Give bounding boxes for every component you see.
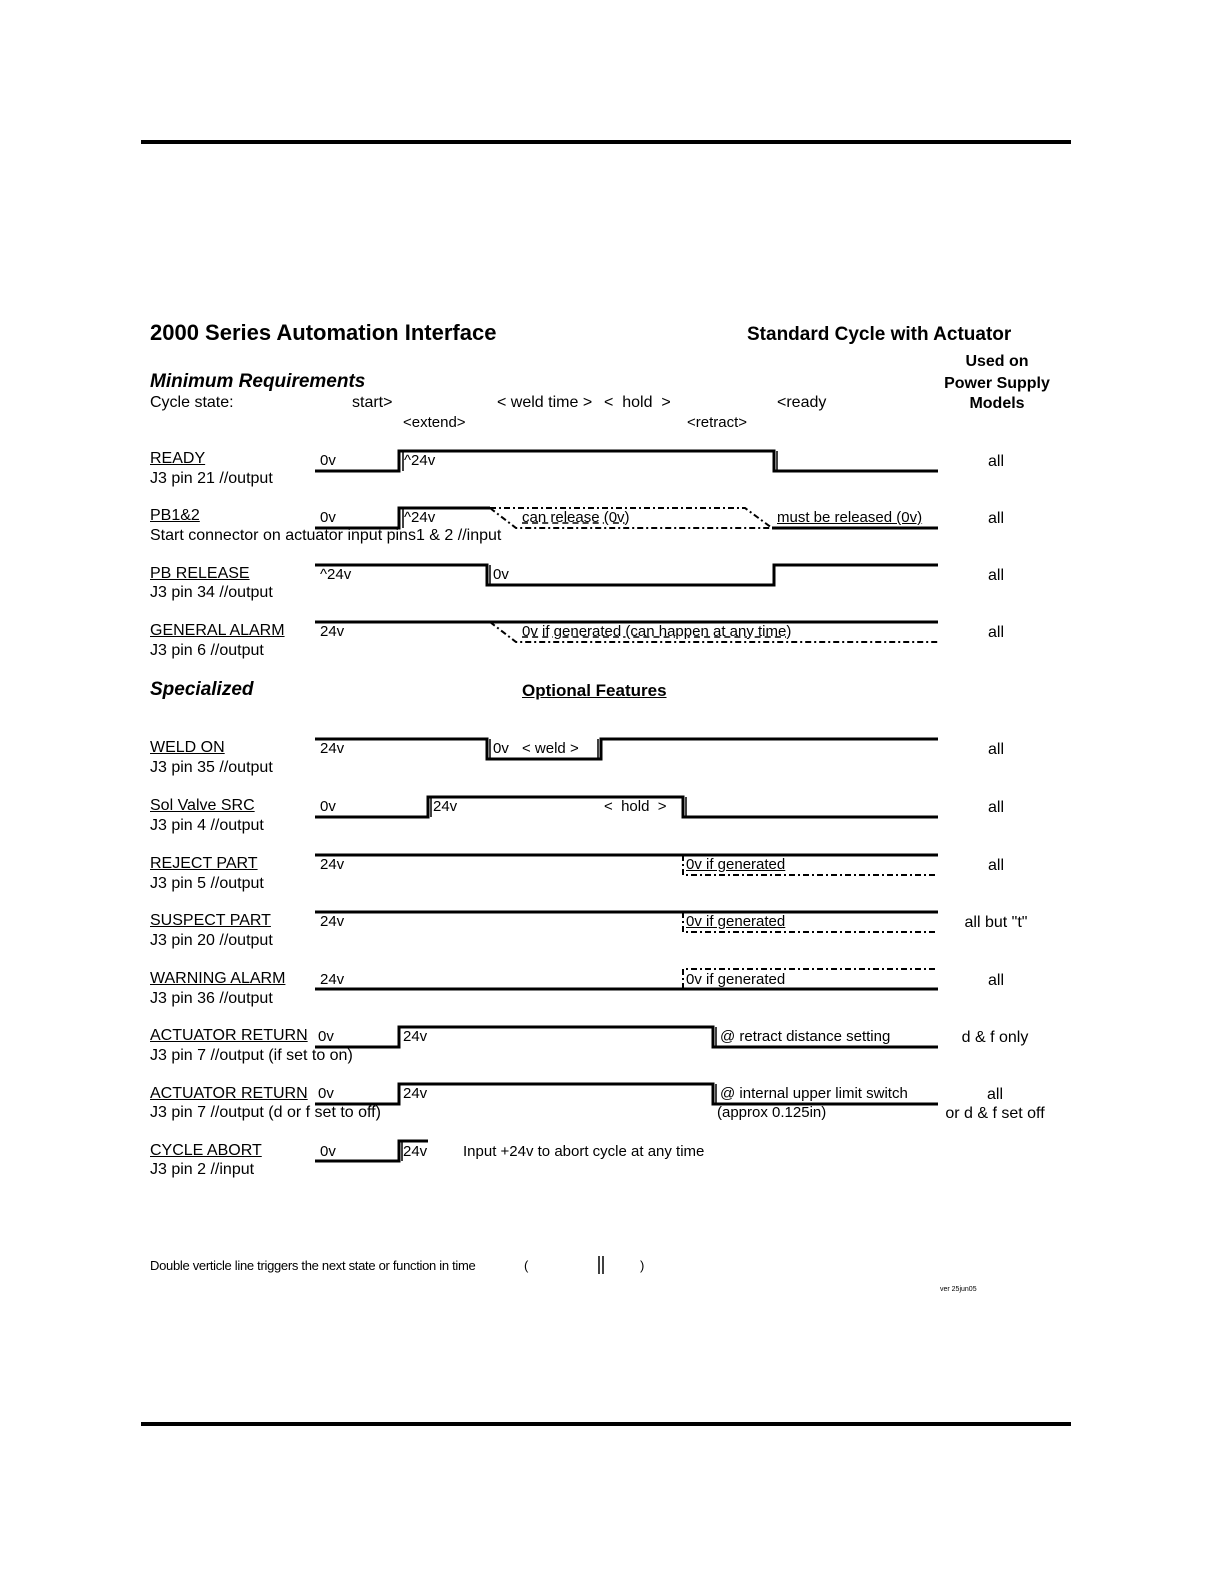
signal-name-ready: READY	[150, 450, 206, 467]
signal-name-suspect-part: SUSPECT PART	[150, 912, 271, 929]
note-actuator-off-limit: @ internal upper limit switch	[720, 1085, 908, 1102]
signal-name-actuator-return-on: ACTUATOR RETURN	[150, 1027, 308, 1044]
note-sol-valve-24v: 24v	[433, 798, 458, 815]
signal-desc-pb: Start connector on actuator input pins1 & 2 //input	[150, 527, 502, 544]
models-pb: all	[987, 510, 1005, 527]
cycle-state-extend: <extend>	[403, 414, 466, 431]
note-pb-24v: ^24v	[404, 509, 436, 526]
dashed-pb-can-release-upper	[490, 508, 772, 528]
dashed-general-alarm	[490, 622, 938, 642]
footer-note: Double verticle line triggers the next state or function in time	[150, 1258, 476, 1273]
waveform-cycle-abort	[315, 1141, 428, 1161]
dashed-pb-can-release-lower	[490, 508, 772, 528]
note-reject-0v: 0v if generated	[686, 856, 786, 873]
footer-paren-close: )	[640, 1258, 645, 1273]
page-subtitle: Standard Cycle with Actuator	[747, 324, 1012, 345]
note-cycle-abort-24v: 24v	[403, 1143, 428, 1160]
note-ready-24v: ^24v	[404, 452, 436, 469]
signal-desc-warning-alarm: J3 pin 36 //output	[150, 990, 273, 1007]
waveform-actuator-off	[315, 1084, 938, 1104]
signal-desc-cycle-abort: J3 pin 2 //input	[150, 1161, 255, 1178]
models-suspect-part: all but "t"	[964, 914, 1028, 931]
note-weld-on-0v: 0v	[493, 740, 509, 757]
note-actuator-off-approx: (approx 0.125in)	[717, 1104, 827, 1121]
waveform-weld-on	[315, 739, 938, 759]
note-suspect-24v: 24v	[320, 913, 345, 930]
note-actuator-off-0v: 0v	[318, 1085, 334, 1102]
note-weld-on-weld: < weld >	[522, 740, 579, 757]
waveform-actuator-on	[315, 1027, 938, 1047]
signal-name-weld-on: WELD ON	[150, 739, 225, 756]
note-general-alarm-24v: 24v	[320, 623, 345, 640]
models-actuator-return-off: all	[986, 1086, 1004, 1103]
signal-name-cycle-abort: CYCLE ABORT	[150, 1142, 262, 1159]
note-sol-valve-hold: < hold >	[604, 798, 667, 815]
note-ready-0v: 0v	[320, 452, 336, 469]
models-weld-on: all	[987, 741, 1005, 758]
note-actuator-on-0v: 0v	[318, 1028, 334, 1045]
signal-name-sol-valve: Sol Valve SRC	[150, 797, 255, 814]
note-general-alarm-0v: 0v if generated (can happen at any time)	[522, 623, 792, 640]
models-general-alarm: all	[987, 624, 1005, 641]
used-on-header-3: Models	[969, 395, 1025, 412]
signal-name-general-alarm: GENERAL ALARM	[150, 622, 285, 639]
signal-desc-suspect-part: J3 pin 20 //output	[150, 932, 273, 949]
note-cycle-abort-0v: 0v	[320, 1143, 336, 1160]
used-on-header-1: Used on	[965, 353, 1029, 370]
note-actuator-on-retract: @ retract distance setting	[720, 1028, 891, 1045]
used-on-header-2: Power Supply	[944, 375, 1050, 392]
cycle-state-label: Cycle state:	[150, 394, 234, 411]
models-warning-alarm: all	[987, 972, 1005, 989]
note-actuator-off-24v: 24v	[403, 1085, 428, 1102]
cycle-state-retract: <retract>	[687, 414, 748, 431]
waveform-ready	[315, 451, 938, 471]
section-minimum-requirements: Minimum Requirements	[150, 371, 366, 392]
signal-desc-actuator-return-off: J3 pin 7 //output (d or f set to off)	[150, 1104, 381, 1121]
signal-name-pb: PB1&2	[150, 507, 200, 524]
models-actuator-return-off-2: or d & f set off	[945, 1105, 1045, 1122]
note-pb-0v: 0v	[320, 509, 336, 526]
signal-desc-general-alarm: J3 pin 6 //output	[150, 642, 264, 659]
dashed-warning	[683, 969, 938, 989]
models-sol-valve: all	[987, 799, 1005, 816]
signal-desc-sol-valve: J3 pin 4 //output	[150, 817, 264, 834]
dashed-suspect	[683, 912, 938, 932]
signal-name-pb-release: PB RELEASE	[150, 565, 250, 582]
signal-desc-reject-part: J3 pin 5 //output	[150, 875, 264, 892]
note-reject-24v: 24v	[320, 856, 345, 873]
models-actuator-return-on: d & f only	[961, 1029, 1029, 1046]
waveform-sol-valve	[315, 797, 938, 817]
note-warning-24v: 24v	[320, 971, 345, 988]
note-warning-0v: 0v if generated	[686, 971, 786, 988]
note-actuator-on-24v: 24v	[403, 1028, 428, 1045]
note-suspect-0v: 0v if generated	[686, 913, 786, 930]
signal-desc-pb-release: J3 pin 34 //output	[150, 584, 273, 601]
note-weld-on-24v: 24v	[320, 740, 345, 757]
signal-desc-weld-on: J3 pin 35 //output	[150, 759, 273, 776]
models-pb-release: all	[987, 567, 1005, 584]
note-pb-release-0v: 0v	[493, 566, 509, 583]
note-sol-valve-0v: 0v	[320, 798, 336, 815]
cycle-state-ready: <ready	[777, 394, 827, 411]
page-title: 2000 Series Automation Interface	[150, 320, 497, 345]
cycle-state-hold: < hold >	[604, 394, 671, 411]
footer-paren-open: (	[524, 1258, 529, 1273]
signal-name-warning-alarm: WARNING ALARM	[150, 970, 286, 987]
cycle-state-start: start>	[352, 394, 393, 411]
note-pb-release-24v: ^24v	[320, 566, 352, 583]
models-ready: all	[987, 453, 1005, 470]
note-pb-can-release: can release (0v)	[522, 509, 630, 526]
models-reject-part: all	[987, 857, 1005, 874]
waveform-pb-release	[315, 565, 938, 585]
signal-desc-ready: J3 pin 21 //output	[150, 470, 273, 487]
section-specialized: Specialized	[150, 679, 254, 700]
section-optional-features: Optional Features	[522, 681, 667, 700]
signal-name-actuator-return-off: ACTUATOR RETURN	[150, 1085, 308, 1102]
cycle-state-weld-time: < weld time >	[497, 394, 593, 411]
dashed-reject	[683, 855, 938, 875]
signal-desc-actuator-return-on: J3 pin 7 //output (if set to on)	[150, 1047, 353, 1064]
footer-version: ver 25jun05	[940, 1286, 977, 1293]
note-cycle-abort-input: Input +24v to abort cycle at any time	[463, 1143, 705, 1160]
signal-name-reject-part: REJECT PART	[150, 855, 258, 872]
note-pb-must-release: must be released (0v)	[777, 509, 923, 526]
